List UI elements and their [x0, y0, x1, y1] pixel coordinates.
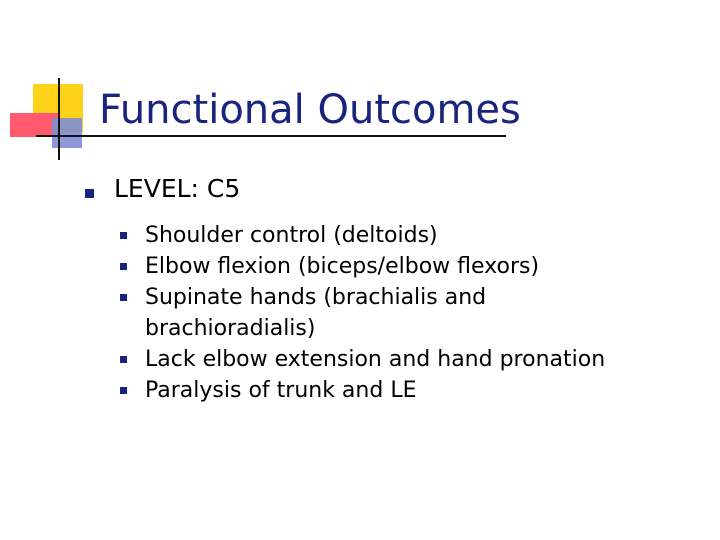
decor-red-bar [10, 113, 58, 137]
list-item-text: Supinate hands (brachialis and brachioradialis) [145, 285, 487, 341]
decor-blue-square [52, 118, 82, 148]
level-heading: LEVEL: C5 [114, 174, 241, 203]
list-item-text: Shoulder control (deltoids) [145, 223, 438, 248]
bullet-icon [120, 294, 127, 301]
list-item-text: Paralysis of trunk and LE [145, 378, 417, 403]
list-item [145, 375, 705, 406]
title-decoration [0, 0, 110, 170]
bullet-icon [85, 189, 94, 198]
slide-title: Functional Outcomes [99, 87, 521, 133]
bullet-icon [120, 232, 127, 239]
list-item-text: Lack elbow extension and hand pronation [145, 347, 606, 372]
decor-vertical-line [58, 78, 60, 160]
bullet-icon [120, 356, 127, 363]
bullet-icon [120, 387, 127, 394]
list-item [145, 344, 705, 375]
bullet-icon [120, 263, 127, 270]
list-item [145, 282, 705, 344]
list-item [145, 251, 705, 282]
list-item-text: Elbow flexion (biceps/elbow flexors) [145, 254, 540, 279]
list-item [145, 220, 705, 251]
sub-bullet-list [145, 220, 705, 406]
